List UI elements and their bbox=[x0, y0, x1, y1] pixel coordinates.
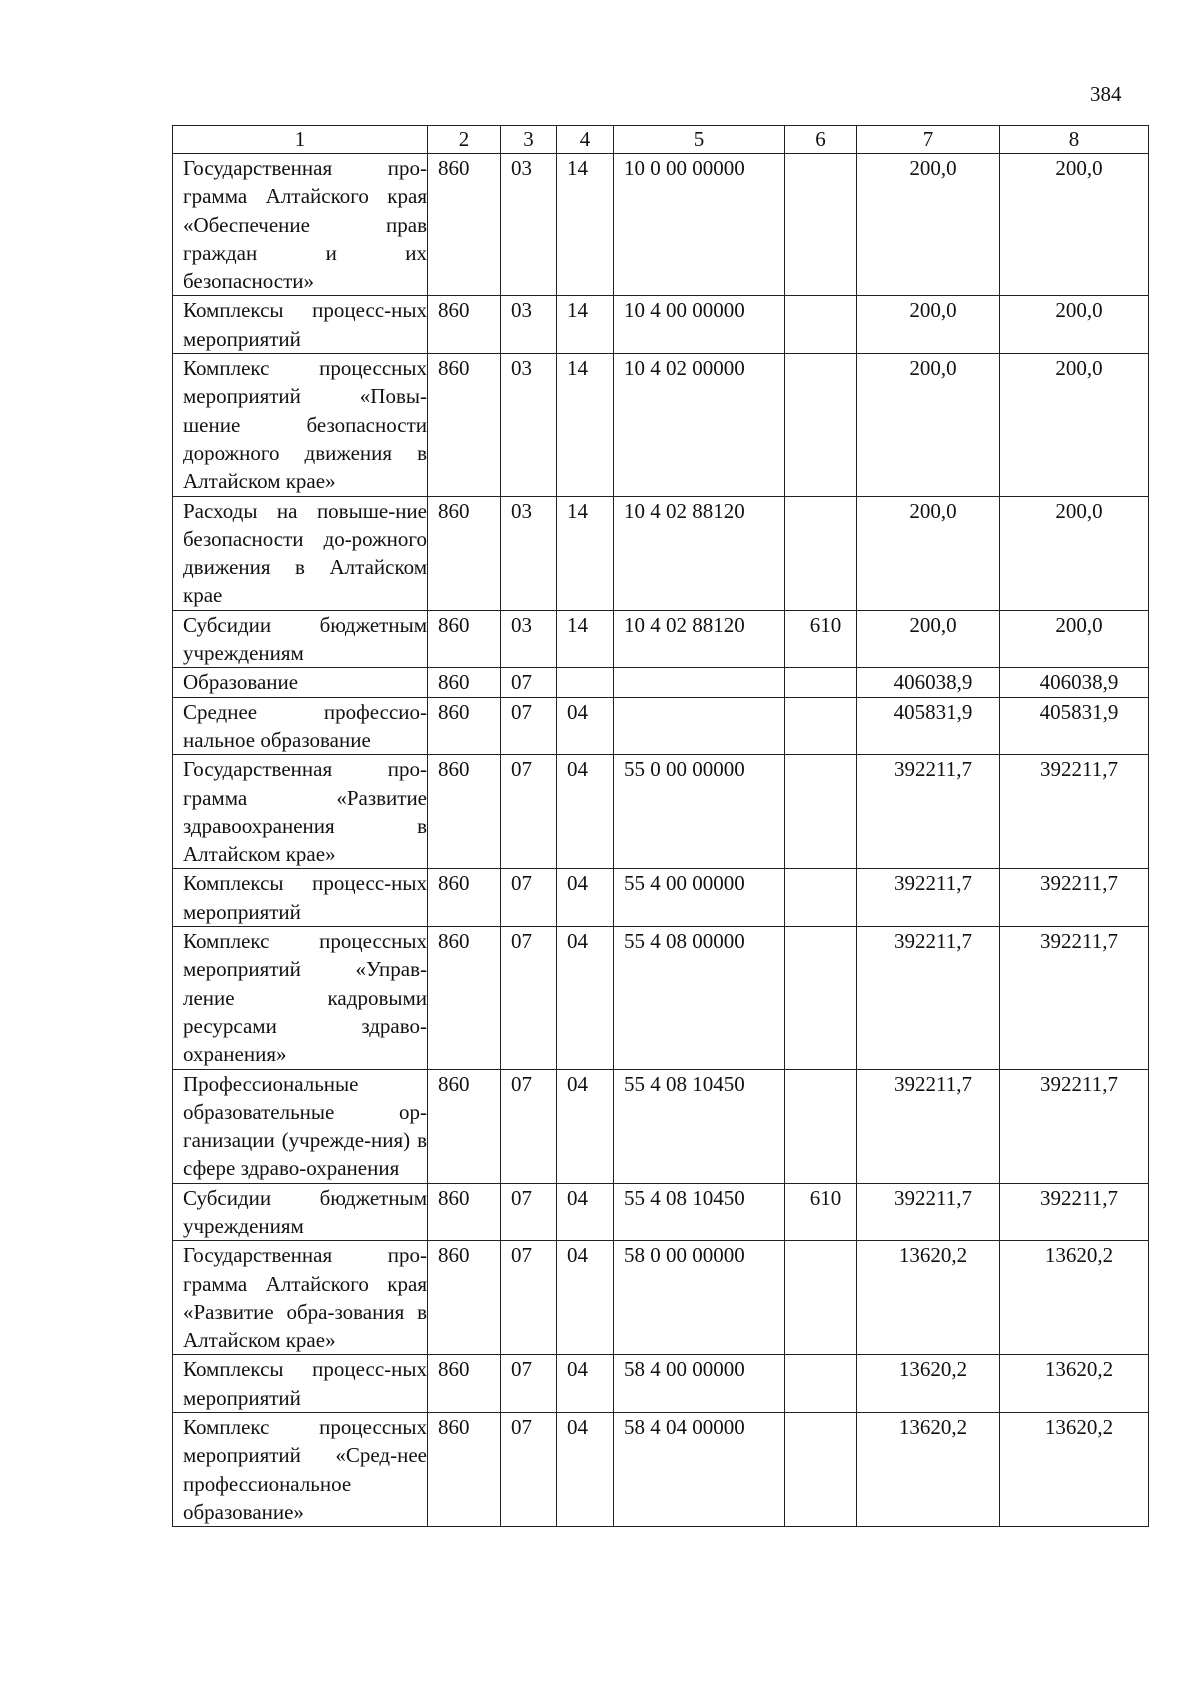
subsection-code-cell: 14 bbox=[557, 610, 614, 668]
amount-year1-cell: 392211,7 bbox=[857, 1069, 1000, 1183]
expense-type-cell bbox=[785, 1241, 857, 1355]
target-article-cell bbox=[614, 697, 785, 755]
subsection-code-cell: 14 bbox=[557, 354, 614, 496]
section-code-cell: 07 bbox=[501, 668, 557, 697]
target-article-cell: 58 4 00 00000 bbox=[614, 1355, 785, 1413]
column-header-3: 3 bbox=[501, 126, 557, 154]
expense-type-cell: 610 bbox=[785, 1183, 857, 1241]
row-name-cell: Комплексы процесс-ных мероприятий bbox=[173, 1355, 428, 1413]
section-code-cell: 07 bbox=[501, 1413, 557, 1527]
section-code-cell: 07 bbox=[501, 1241, 557, 1355]
amount-year1-cell: 200,0 bbox=[857, 354, 1000, 496]
expense-type-cell bbox=[785, 755, 857, 869]
amount-year2-cell: 200,0 bbox=[1000, 496, 1149, 610]
amount-year1-cell: 200,0 bbox=[857, 154, 1000, 296]
target-article-cell: 10 4 02 88120 bbox=[614, 610, 785, 668]
table-row bbox=[173, 668, 1149, 697]
ministry-code-cell: 860 bbox=[428, 697, 501, 755]
row-name-cell: Комплексы процесс-ных мероприятий bbox=[173, 296, 428, 354]
amount-year1-cell: 200,0 bbox=[857, 496, 1000, 610]
expense-type-cell bbox=[785, 668, 857, 697]
subsection-code-cell: 04 bbox=[557, 697, 614, 755]
amount-year2-cell: 406038,9 bbox=[1000, 668, 1149, 697]
table-row bbox=[173, 296, 1149, 354]
section-code-cell: 03 bbox=[501, 496, 557, 610]
subsection-code-cell: 14 bbox=[557, 154, 614, 296]
target-article-cell: 55 4 08 10450 bbox=[614, 1183, 785, 1241]
subsection-code-cell: 04 bbox=[557, 1241, 614, 1355]
table-row bbox=[173, 354, 1149, 496]
ministry-code-cell: 860 bbox=[428, 296, 501, 354]
amount-year1-cell: 13620,2 bbox=[857, 1241, 1000, 1355]
ministry-code-cell: 860 bbox=[428, 1355, 501, 1413]
table-row bbox=[173, 1413, 1149, 1527]
subsection-code-cell: 14 bbox=[557, 496, 614, 610]
table-row bbox=[173, 1183, 1149, 1241]
amount-year2-cell: 392211,7 bbox=[1000, 1069, 1149, 1183]
amount-year2-cell: 392211,7 bbox=[1000, 1183, 1149, 1241]
expense-type-cell bbox=[785, 154, 857, 296]
amount-year1-cell: 406038,9 bbox=[857, 668, 1000, 697]
amount-year1-cell: 392211,7 bbox=[857, 755, 1000, 869]
table-row bbox=[173, 697, 1149, 755]
ministry-code-cell: 860 bbox=[428, 154, 501, 296]
section-code-cell: 07 bbox=[501, 869, 557, 927]
expense-type-cell bbox=[785, 296, 857, 354]
row-name-cell: Среднее профессио-нальное образование bbox=[173, 697, 428, 755]
ministry-code-cell: 860 bbox=[428, 755, 501, 869]
table-body bbox=[173, 154, 1149, 1527]
section-code-cell: 07 bbox=[501, 1355, 557, 1413]
row-name-cell: Государственная про-грамма Алтайского края «Обеспечение прав граждан и их безопасности» bbox=[173, 154, 428, 296]
target-article-cell: 58 0 00 00000 bbox=[614, 1241, 785, 1355]
row-name-cell: Государственная про-грамма «Развитие здравоохранения в Алтайском крае» bbox=[173, 755, 428, 869]
section-code-cell: 07 bbox=[501, 755, 557, 869]
subsection-code-cell: 04 bbox=[557, 755, 614, 869]
amount-year1-cell: 392211,7 bbox=[857, 1183, 1000, 1241]
target-article-cell: 55 4 00 00000 bbox=[614, 869, 785, 927]
amount-year1-cell: 405831,9 bbox=[857, 697, 1000, 755]
table-row bbox=[173, 869, 1149, 927]
expense-type-cell bbox=[785, 697, 857, 755]
ministry-code-cell: 860 bbox=[428, 1241, 501, 1355]
expense-type-cell bbox=[785, 1355, 857, 1413]
amount-year2-cell: 200,0 bbox=[1000, 354, 1149, 496]
expense-type-cell bbox=[785, 927, 857, 1069]
column-header-5: 5 bbox=[614, 126, 785, 154]
amount-year1-cell: 13620,2 bbox=[857, 1413, 1000, 1527]
section-code-cell: 03 bbox=[501, 610, 557, 668]
amount-year1-cell: 392211,7 bbox=[857, 869, 1000, 927]
target-article-cell: 55 4 08 10450 bbox=[614, 1069, 785, 1183]
section-code-cell: 03 bbox=[501, 296, 557, 354]
column-header-1: 1 bbox=[173, 126, 428, 154]
amount-year1-cell: 200,0 bbox=[857, 610, 1000, 668]
target-article-cell: 10 4 02 88120 bbox=[614, 496, 785, 610]
section-code-cell: 03 bbox=[501, 354, 557, 496]
section-code-cell: 07 bbox=[501, 697, 557, 755]
expense-type-cell: 610 bbox=[785, 610, 857, 668]
expense-type-cell bbox=[785, 496, 857, 610]
expense-type-cell bbox=[785, 1069, 857, 1183]
ministry-code-cell: 860 bbox=[428, 1413, 501, 1527]
section-code-cell: 03 bbox=[501, 154, 557, 296]
subsection-code-cell: 04 bbox=[557, 1183, 614, 1241]
row-name-cell: Субсидии бюджетным учреждениям bbox=[173, 1183, 428, 1241]
ministry-code-cell: 860 bbox=[428, 668, 501, 697]
section-code-cell: 07 bbox=[501, 927, 557, 1069]
amount-year2-cell: 200,0 bbox=[1000, 610, 1149, 668]
page-number: 384 bbox=[1090, 82, 1122, 106]
amount-year1-cell: 200,0 bbox=[857, 296, 1000, 354]
amount-year2-cell: 200,0 bbox=[1000, 154, 1149, 296]
column-header-7: 7 bbox=[857, 126, 1000, 154]
row-name-cell: Профессиональные образовательные ор-ганизации (учрежде-ния) в сфере здраво-охранения bbox=[173, 1069, 428, 1183]
column-header-4: 4 bbox=[557, 126, 614, 154]
column-number-row bbox=[173, 126, 1149, 154]
amount-year2-cell: 392211,7 bbox=[1000, 869, 1149, 927]
ministry-code-cell: 860 bbox=[428, 496, 501, 610]
row-name-cell: Комплексы процесс-ных мероприятий bbox=[173, 869, 428, 927]
amount-year2-cell: 405831,9 bbox=[1000, 697, 1149, 755]
amount-year2-cell: 200,0 bbox=[1000, 296, 1149, 354]
table-row bbox=[173, 610, 1149, 668]
ministry-code-cell: 860 bbox=[428, 927, 501, 1069]
target-article-cell: 10 4 00 00000 bbox=[614, 296, 785, 354]
table-row bbox=[173, 1241, 1149, 1355]
row-name-cell: Государственная про-грамма Алтайского края «Развитие обра-зования в Алтайском крае» bbox=[173, 1241, 428, 1355]
amount-year2-cell: 392211,7 bbox=[1000, 755, 1149, 869]
row-name-cell: Комплекс процессных мероприятий «Управ-ление кадровыми ресурсами здраво-охранения» bbox=[173, 927, 428, 1069]
section-code-cell: 07 bbox=[501, 1069, 557, 1183]
table-row bbox=[173, 496, 1149, 610]
column-header-2: 2 bbox=[428, 126, 501, 154]
table-row bbox=[173, 1069, 1149, 1183]
table-row bbox=[173, 927, 1149, 1069]
target-article-cell bbox=[614, 668, 785, 697]
ministry-code-cell: 860 bbox=[428, 1069, 501, 1183]
ministry-code-cell: 860 bbox=[428, 869, 501, 927]
row-name-cell: Комплекс процессных мероприятий «Повы-шение безопасности дорожного движения в Алтайском крае» bbox=[173, 354, 428, 496]
target-article-cell: 10 4 02 00000 bbox=[614, 354, 785, 496]
ministry-code-cell: 860 bbox=[428, 610, 501, 668]
table-row bbox=[173, 154, 1149, 296]
amount-year1-cell: 392211,7 bbox=[857, 927, 1000, 1069]
amount-year2-cell: 13620,2 bbox=[1000, 1241, 1149, 1355]
row-name-cell: Расходы на повыше-ние безопасности до-рожного движения в Алтайском крае bbox=[173, 496, 428, 610]
expense-type-cell bbox=[785, 869, 857, 927]
subsection-code-cell: 04 bbox=[557, 869, 614, 927]
table-row bbox=[173, 755, 1149, 869]
amount-year2-cell: 13620,2 bbox=[1000, 1355, 1149, 1413]
expense-type-cell bbox=[785, 1413, 857, 1527]
row-name-cell: Образование bbox=[173, 668, 428, 697]
table-row bbox=[173, 1355, 1149, 1413]
subsection-code-cell: 14 bbox=[557, 296, 614, 354]
amount-year1-cell: 13620,2 bbox=[857, 1355, 1000, 1413]
subsection-code-cell: 04 bbox=[557, 1413, 614, 1527]
amount-year2-cell: 392211,7 bbox=[1000, 927, 1149, 1069]
subsection-code-cell: 04 bbox=[557, 1069, 614, 1183]
subsection-code-cell: 04 bbox=[557, 1355, 614, 1413]
target-article-cell: 58 4 04 00000 bbox=[614, 1413, 785, 1527]
row-name-cell: Комплекс процессных мероприятий «Сред-нее профессиональное образование» bbox=[173, 1413, 428, 1527]
target-article-cell: 55 4 08 00000 bbox=[614, 927, 785, 1069]
budget-table bbox=[172, 125, 1149, 1527]
subsection-code-cell: 04 bbox=[557, 927, 614, 1069]
column-header-8: 8 bbox=[1000, 126, 1149, 154]
ministry-code-cell: 860 bbox=[428, 1183, 501, 1241]
target-article-cell: 10 0 00 00000 bbox=[614, 154, 785, 296]
row-name-cell: Субсидии бюджетным учреждениям bbox=[173, 610, 428, 668]
ministry-code-cell: 860 bbox=[428, 354, 501, 496]
target-article-cell: 55 0 00 00000 bbox=[614, 755, 785, 869]
section-code-cell: 07 bbox=[501, 1183, 557, 1241]
amount-year2-cell: 13620,2 bbox=[1000, 1413, 1149, 1527]
subsection-code-cell bbox=[557, 668, 614, 697]
column-header-6: 6 bbox=[785, 126, 857, 154]
expense-type-cell bbox=[785, 354, 857, 496]
